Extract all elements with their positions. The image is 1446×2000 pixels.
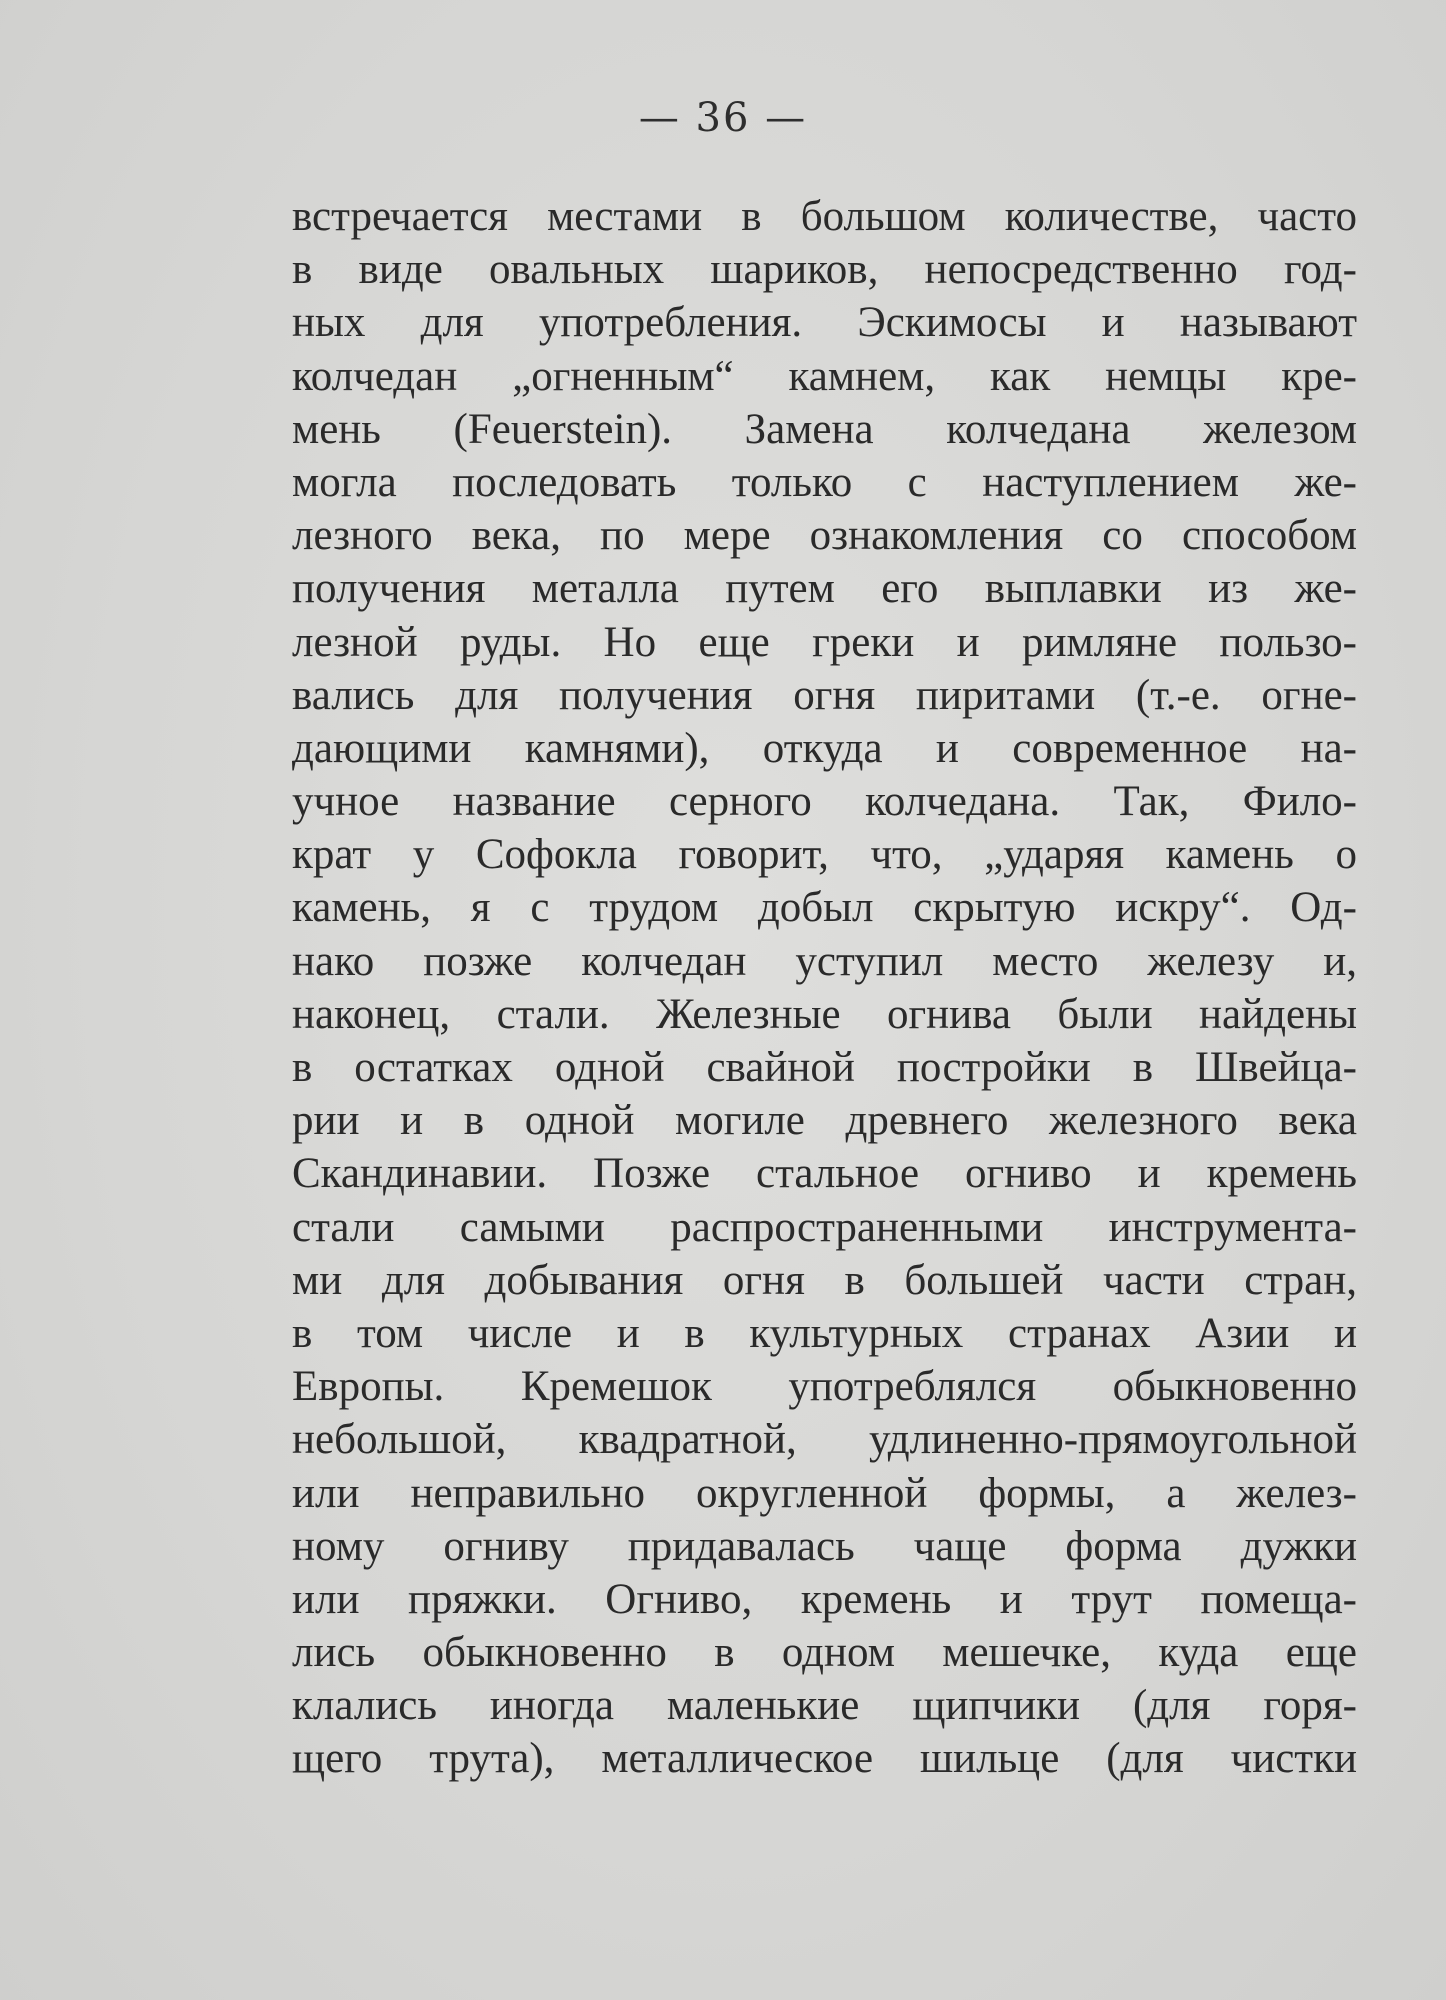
text-line: или неправильно округленной формы, а желез- <box>292 1469 1357 1517</box>
text-line: крат у Софокла говорит, что, „ударяя камень о <box>292 831 1357 879</box>
text-line: в том числе и в культурных странах Азии и <box>292 1309 1357 1357</box>
text-line: наконец, стали. Железные огнива были найдены <box>292 990 1357 1038</box>
text-line: получения металла путем его выплавки из же- <box>292 565 1357 613</box>
text-line: в виде овальных шариков, непосредственно год- <box>292 246 1357 294</box>
text-line: ных для употребления. Эскимосы и называют <box>292 299 1357 347</box>
text-line: мень (Feuerstein). Замена колчедана железом <box>292 405 1357 453</box>
text-line: учное название серного колчедана. Так, Фило- <box>292 778 1357 826</box>
text-line: дающими камнями), откуда и современное на- <box>292 724 1357 772</box>
text-line: камень, я с трудом добыл скрытую искру“. Од- <box>292 884 1357 932</box>
text-line: ному огниву придавалась чаще форма дужки <box>292 1522 1357 1570</box>
text-line: лись обыкновенно в одном мешечке, куда еще <box>292 1629 1357 1677</box>
text-line: колчедан „огненным“ камнем, как немцы кре- <box>292 352 1357 400</box>
text-line: Европы. Кремешок употреблялся обыкновенно <box>292 1363 1357 1411</box>
text-line: небольшой, квадратной, удлиненно-прямоугольной <box>292 1416 1357 1464</box>
text-line: щего трута), металлическое шильце (для чистки <box>292 1735 1357 1783</box>
text-line: лезного века, по мере ознакомления со способом <box>292 512 1357 560</box>
page-number: — 36 — <box>638 95 808 141</box>
text-line: в остатках одной свайной постройки в Швейца- <box>292 1044 1357 1091</box>
text-line: Скандинавии. Позже стальное огниво и кремень <box>292 1150 1357 1198</box>
text-line: лезной руды. Но еще греки и римляне пользо- <box>292 618 1357 666</box>
text-line: клались иногда маленькие щипчики (для горя- <box>292 1682 1357 1730</box>
text-line: рии и в одной могиле древнего железного века <box>292 1097 1357 1145</box>
text-line: нако позже колчедан уступил место железу и, <box>292 937 1357 985</box>
text-line: вались для получения огня пиритами (т.-е. огне- <box>292 671 1357 719</box>
body-text <box>292 190 1357 1786</box>
text-line: встречается местами в большом количестве, часто <box>292 193 1357 240</box>
text-line: ми для добывания огня в большей части стран, <box>292 1256 1357 1304</box>
text-line: могла последовать только с наступлением же- <box>292 458 1357 506</box>
text-line: или пряжки. Огниво, кремень и трут помеща- <box>292 1575 1357 1623</box>
text-line: стали самыми распространенными инструмента- <box>292 1203 1357 1251</box>
